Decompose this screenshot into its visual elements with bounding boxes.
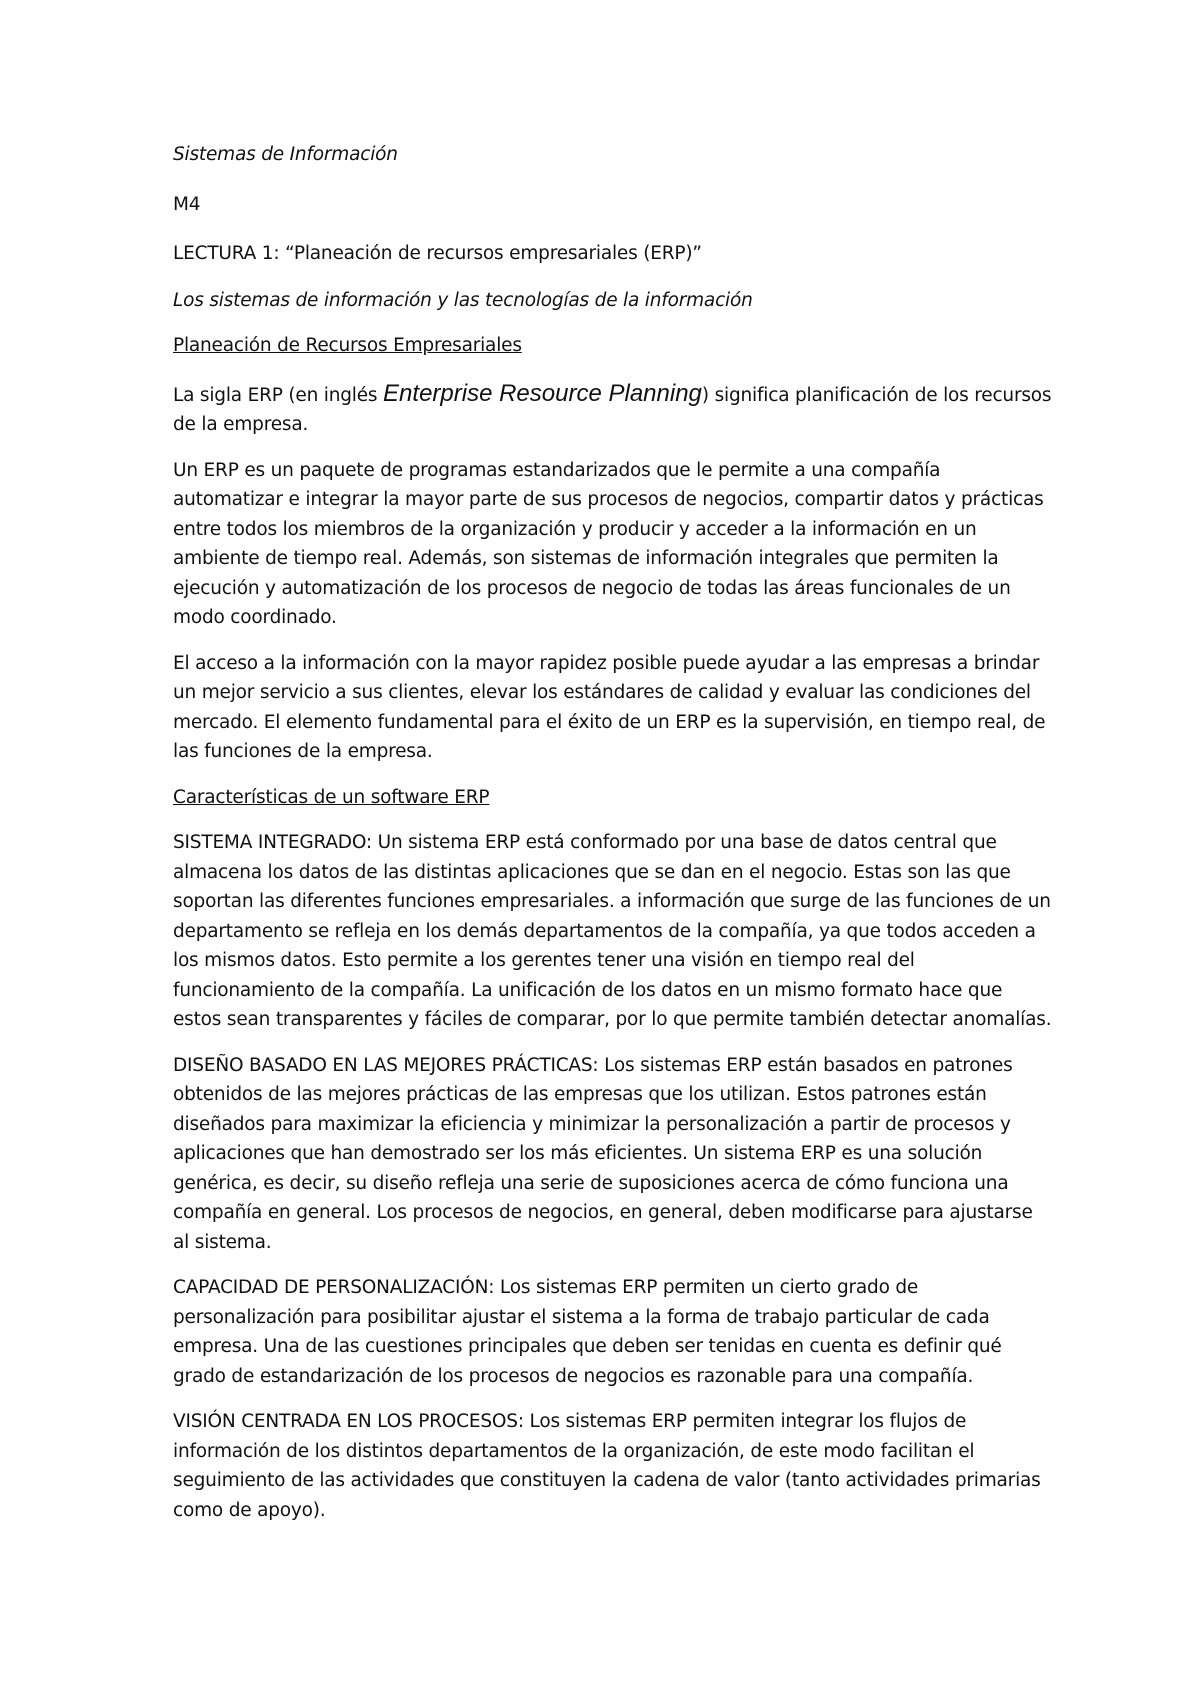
characteristic-text: Un sistema ERP está conformado por una base de datos central que almacena los datos de las distintas aplicaciones que se dan en el negocio. Estas son las que soportan las diferentes funciones empresariales. a información que surge de las funciones de un departamento se refleja en los demás departamentos de la compañía, ya que todos acceden a los mismos datos. Esto permite a los gerentes tener una visión en tiempo real del funcionamiento de la compañía. La unificación de los datos en un mismo formato hace que estos sean transparentes y fáciles de comparar, por lo que permite también detectar anomalías. xyxy=(173,832,1052,1030)
definition-term: Enterprise Resource Planning xyxy=(383,379,702,407)
characteristic-integrated-system xyxy=(173,828,1053,1035)
module-label: M4 xyxy=(173,193,201,215)
characteristic-label: DISEÑO BASADO EN LAS MEJORES PRÁCTICAS: xyxy=(173,1054,599,1076)
course-title: Sistemas de Información xyxy=(173,144,398,165)
definition-paragraph xyxy=(173,379,1053,440)
characteristic-customization xyxy=(173,1273,1053,1391)
reading-title: LECTURA 1: “Planeación de recursos empresariales (ERP)” xyxy=(173,243,702,264)
characteristic-label: VISIÓN CENTRADA EN LOS PROCESOS: xyxy=(173,1411,524,1432)
characteristic-best-practices xyxy=(173,1051,1053,1258)
subtitle: Los sistemas de información y las tecnologías de la información xyxy=(173,289,753,311)
characteristic-label: SISTEMA INTEGRADO: xyxy=(173,832,372,853)
definition-after: ) significa planificación de los recursos de la empresa. xyxy=(173,384,1052,435)
characteristics-heading: Características de un software ERP xyxy=(173,786,490,808)
characteristic-text: Los sistemas ERP permiten un cierto grado de personalización para posibilitar ajustar el sistema a la forma de trabajo particular de cada empresa. Una de las cuestiones principales que deben ser tenidas en cuenta es definir qué grado de estandarización de los procesos de negocios es razonable para una compañía. xyxy=(173,1277,1002,1387)
characteristic-process-view xyxy=(173,1407,1053,1525)
paragraph-erp-description: Un ERP es un paquete de programas estandarizados que le permite a una compañía automatizar e integrar la mayor parte de sus procesos de negocios, compartir datos y prácticas entre todos los miembros de la organización y producir y acceder a la información en un ambiente de tiempo real. Además, son sistemas de información integrales que permiten la ejecución y automatización de los procesos de negocio de todas las áreas funcionales de un modo coordinado. xyxy=(173,459,1044,628)
document-page xyxy=(173,140,1053,1541)
characteristic-text: Los sistemas ERP están basados en patrones obtenidos de las mejores prácticas de las empresas que los utilizan. Estos patrones están diseñados para maximizar la eficiencia y minimizar la personalización a partir de procesos y aplicaciones que han demostrado ser los más eficientes. Un sistema ERP es una solución genérica, es decir, su diseño refleja una serie de suposiciones acerca de cómo funciona una compañía en general. Los procesos de negocios, en general, deben modificarse para ajustarse al sistema. xyxy=(173,1054,1033,1253)
characteristic-text: Los sistemas ERP permiten integrar los flujos de información de los distintos departamentos de la organización, de este modo facilitan el seguimiento de las actividades que constituyen la cadena de valor (tanto actividades primarias como de apoyo). xyxy=(173,1411,1041,1521)
characteristic-label: CAPACIDAD DE PERSONALIZACIÓN: xyxy=(173,1277,495,1298)
definition-before: La sigla ERP (en inglés xyxy=(173,384,384,406)
section-heading: Planeación de Recursos Empresariales xyxy=(173,335,522,356)
paragraph-information-access: El acceso a la información con la mayor rapidez posible puede ayudar a las empresas a brindar un mejor servicio a sus clientes, elevar los estándares de calidad y evaluar las condiciones del mercado. El elemento fundamental para el éxito de un ERP es la supervisión, en tiempo real, de las funciones de la empresa. xyxy=(173,652,1046,762)
